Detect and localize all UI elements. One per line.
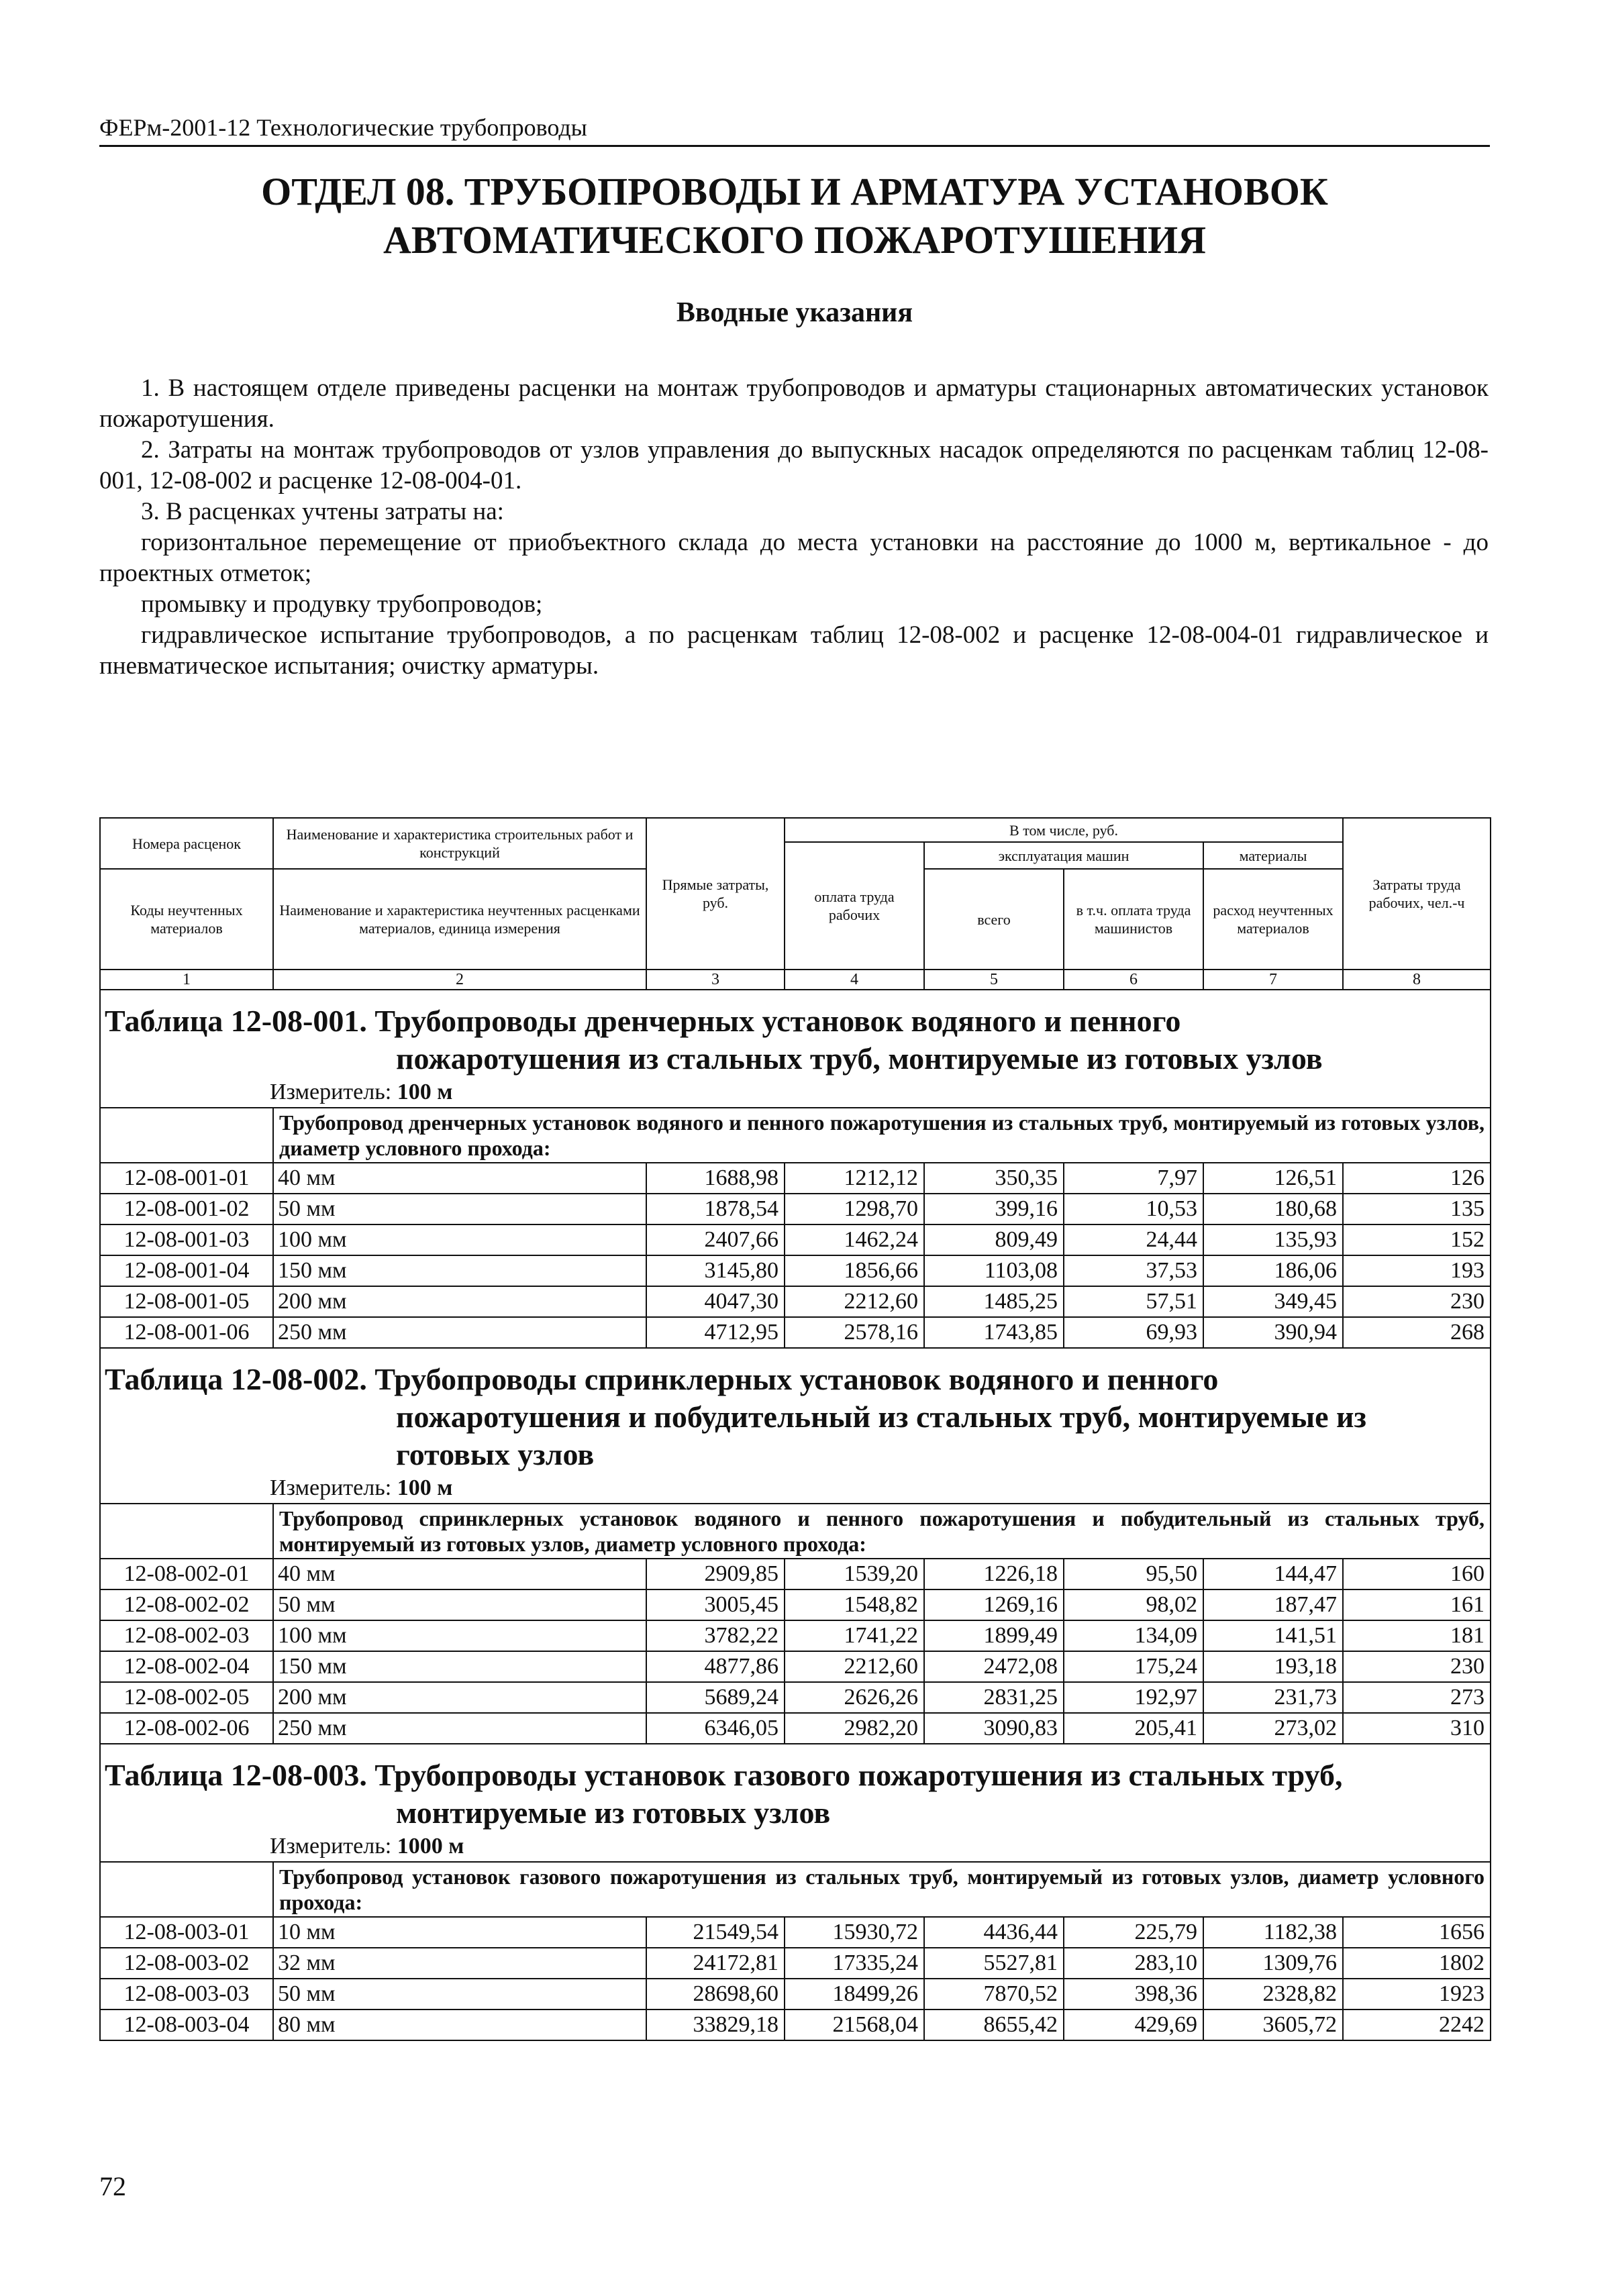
machinist-pay: 98,02 [1064,1589,1203,1620]
table-row [100,1224,1491,1255]
materials: 135,93 [1203,1224,1343,1255]
rate-code: 12-08-002-03 [100,1620,273,1651]
table-row [100,1682,1491,1713]
table-title-line-3: готовых узлов [396,1437,595,1471]
header-group-including: В том числе, руб. [785,818,1343,842]
rate-code: 12-08-003-04 [100,2010,273,2040]
header-col8: Затраты труда рабочих, чел.-ч [1343,818,1491,970]
machinist-pay: 95,50 [1064,1559,1203,1589]
machines-total: 4436,44 [924,1917,1064,1948]
table-row [100,1255,1491,1286]
materials: 187,47 [1203,1589,1343,1620]
labor-pay: 1298,70 [785,1194,924,1224]
machines-total: 1269,16 [924,1589,1064,1620]
rate-code: 12-08-001-01 [100,1163,273,1194]
direct-cost: 5689,24 [646,1682,785,1713]
table-row [100,1651,1491,1682]
rate-code: 12-08-001-05 [100,1286,273,1317]
labor-hours: 1656 [1343,1917,1491,1948]
machines-total: 399,16 [924,1194,1064,1224]
labor-pay: 2626,26 [785,1682,924,1713]
rate-code: 12-08-002-05 [100,1682,273,1713]
diameter: 50 мм [273,1194,646,1224]
machinist-pay: 283,10 [1064,1948,1203,1979]
intro-text [99,373,1489,682]
machinist-pay: 192,97 [1064,1682,1203,1713]
machines-total: 350,35 [924,1163,1064,1194]
group-description: Трубопровод дренчерных установок водяного и пенного пожаротушения из стальных труб, монтируемый из готовых узлов, диаметр условного прохода: [273,1108,1491,1163]
labor-pay: 1741,22 [785,1620,924,1651]
header-col2-bottom: Наименование и характеристика неучтенных расценками материалов, единица измерения [273,869,646,970]
header-col2-top: Наименование и характеристика строительных работ и конструкций [273,818,646,869]
rate-code: 12-08-002-02 [100,1589,273,1620]
machines-total: 8655,42 [924,2010,1064,2040]
machinist-pay: 24,44 [1064,1224,1203,1255]
rate-code: 12-08-002-04 [100,1651,273,1682]
page-number: 72 [99,2171,126,2201]
labor-hours: 181 [1343,1620,1491,1651]
machinist-pay: 225,79 [1064,1917,1203,1948]
labor-pay: 1548,82 [785,1589,924,1620]
machines-total: 1226,18 [924,1559,1064,1589]
machinist-pay: 57,51 [1064,1286,1203,1317]
direct-cost: 1688,98 [646,1163,785,1194]
diameter: 200 мм [273,1286,646,1317]
header-col4: оплата труда рабочих [785,842,924,970]
group-code-cell [100,1504,273,1559]
rate-code: 12-08-002-01 [100,1559,273,1589]
labor-hours: 268 [1343,1317,1491,1348]
diameter: 40 мм [273,1559,646,1589]
materials: 180,68 [1203,1194,1343,1224]
direct-cost: 2407,66 [646,1224,785,1255]
labor-pay: 1212,12 [785,1163,924,1194]
rate-code: 12-08-001-04 [100,1255,273,1286]
labor-pay: 2212,60 [785,1286,924,1317]
table-row [100,1163,1491,1194]
labor-hours: 1802 [1343,1948,1491,1979]
rate-code: 12-08-003-01 [100,1917,273,1948]
table-row [100,1559,1491,1589]
group-code-cell [100,1862,273,1917]
labor-hours: 2242 [1343,2010,1491,2040]
diameter: 250 мм [273,1317,646,1348]
header-col6: в т.ч. оплата труда машинистов [1064,869,1203,970]
materials: 273,02 [1203,1713,1343,1744]
direct-cost: 4047,30 [646,1286,785,1317]
machines-total: 7870,52 [924,1979,1064,2010]
machines-total: 1899,49 [924,1620,1064,1651]
direct-cost: 33829,18 [646,2010,785,2040]
rate-code: 12-08-001-02 [100,1194,273,1224]
diameter: 250 мм [273,1713,646,1744]
machines-total: 2472,08 [924,1651,1064,1682]
diameter: 80 мм [273,2010,646,2040]
header-col1-bottom: Коды неучтенных материалов [100,869,273,970]
labor-hours: 160 [1343,1559,1491,1589]
table-title [100,1348,1491,1473]
rate-code: 12-08-001-06 [100,1317,273,1348]
labor-pay: 17335,24 [785,1948,924,1979]
table-title-line-1: Таблица 12-08-002. Трубопроводы спринклерных установок водяного и пенного [105,1362,1219,1396]
materials: 144,47 [1203,1559,1343,1589]
machinist-pay: 429,69 [1064,2010,1203,2040]
machinist-pay: 134,09 [1064,1620,1203,1651]
table-title-line-1: Таблица 12-08-001. Трубопроводы дренчерных установок водяного и пенного [105,1004,1181,1038]
machines-total: 1485,25 [924,1286,1064,1317]
rate-code: 12-08-001-03 [100,1224,273,1255]
labor-hours: 310 [1343,1713,1491,1744]
table-row [100,2010,1491,2040]
table-row [100,1917,1491,1948]
table-row [100,1286,1491,1317]
machines-total: 2831,25 [924,1682,1064,1713]
labor-hours: 273 [1343,1682,1491,1713]
rate-code: 12-08-002-06 [100,1713,273,1744]
section-title [99,168,1490,264]
measure-value: 100 м [397,1080,453,1104]
diameter: 150 мм [273,1651,646,1682]
intro-paragraph-4: горизонтальное перемещение от приобъектного склада до места установки на расстояние до 1000 м, вертикальное - до проектных отметок; [99,529,1489,587]
labor-pay: 1856,66 [785,1255,924,1286]
intro-heading: Вводные указания [676,297,913,328]
labor-pay: 2982,20 [785,1713,924,1744]
direct-cost: 4712,95 [646,1317,785,1348]
group-description: Трубопровод спринклерных установок водяного и пенного пожаротушения и побудительный из стальных труб, монтируемый из готовых узлов, диаметр условного прохода: [273,1504,1491,1559]
intro-paragraph-1: 1. В настоящем отделе приведены расценки на монтаж трубопроводов и арматуры стационарных автоматических установок пожаротушения. [99,374,1489,433]
table-title-line-2: пожаротушения и побудительный из стальных труб, монтируемые из [396,1400,1367,1434]
header-col7: расход неучтенных материалов [1203,869,1343,970]
group-description: Трубопровод установок газового пожаротушения из стальных труб, монтируемый из готовых узлов, диаметр условного прохода: [273,1862,1491,1917]
table-measure [100,1832,1491,1862]
column-number: 4 [785,970,924,990]
header-group-machines: эксплуатация машин [924,842,1203,869]
table-row [100,1713,1491,1744]
labor-hours: 1923 [1343,1979,1491,2010]
column-number: 6 [1064,970,1203,990]
column-number: 1 [100,970,273,990]
column-number: 7 [1203,970,1343,990]
machinist-pay: 7,97 [1064,1163,1203,1194]
measure-label: Измеритель: [270,1834,392,1859]
measure-value: 1000 м [397,1834,464,1859]
labor-pay: 2578,16 [785,1317,924,1348]
direct-cost: 28698,60 [646,1979,785,2010]
labor-pay: 2212,60 [785,1651,924,1682]
intro-paragraph-6: гидравлическое испытание трубопроводов, а по расценкам таблиц 12-08-002 и расценке 12-08-004-01 гидравлическое и пневматическое испытания; очистку арматуры. [99,621,1489,680]
labor-pay: 18499,26 [785,1979,924,2010]
diameter: 100 мм [273,1224,646,1255]
diameter: 50 мм [273,1979,646,2010]
measure-label: Измеритель: [270,1080,392,1104]
labor-hours: 161 [1343,1589,1491,1620]
materials: 193,18 [1203,1651,1343,1682]
table-row [100,1589,1491,1620]
table-title-line-2: пожаротушения из стальных труб, монтируемые из готовых узлов [396,1041,1323,1076]
table-row [100,1317,1491,1348]
column-number: 5 [924,970,1064,990]
section-title-line-2: АВТОМАТИЧЕСКОГО ПОЖАРОТУШЕНИЯ [383,218,1207,262]
materials: 186,06 [1203,1255,1343,1286]
materials: 231,73 [1203,1682,1343,1713]
machines-total: 1743,85 [924,1317,1064,1348]
materials: 1309,76 [1203,1948,1343,1979]
header-col1-top: Номера расценок [100,818,273,869]
table-title [100,1744,1491,1832]
machinist-pay: 205,41 [1064,1713,1203,1744]
intro-paragraph-5: промывку и продувку трубопроводов; [141,590,543,618]
labor-hours: 230 [1343,1286,1491,1317]
labor-hours: 126 [1343,1163,1491,1194]
direct-cost: 1878,54 [646,1194,785,1224]
materials: 126,51 [1203,1163,1343,1194]
rate-code: 12-08-003-03 [100,1979,273,2010]
machines-total: 1103,08 [924,1255,1064,1286]
table-row [100,1979,1491,2010]
materials: 1182,38 [1203,1917,1343,1948]
column-number: 3 [646,970,785,990]
materials: 141,51 [1203,1620,1343,1651]
table-measure [100,1473,1491,1504]
direct-cost: 3145,80 [646,1255,785,1286]
machines-total: 809,49 [924,1224,1064,1255]
direct-cost: 3005,45 [646,1589,785,1620]
direct-cost: 3782,22 [646,1620,785,1651]
materials: 2328,82 [1203,1979,1343,2010]
section-title-line-1: ОТДЕЛ 08. ТРУБОПРОВОДЫ И АРМАТУРА УСТАНОВОК [261,170,1328,213]
machinist-pay: 37,53 [1064,1255,1203,1286]
table-title [100,990,1491,1078]
intro-paragraph-3: 3. В расценках учтены затраты на: [141,498,504,525]
diameter: 100 мм [273,1620,646,1651]
labor-pay: 15930,72 [785,1917,924,1948]
table-row [100,1948,1491,1979]
diameter: 50 мм [273,1589,646,1620]
direct-cost: 24172,81 [646,1948,785,1979]
group-code-cell [100,1108,273,1163]
direct-cost: 6346,05 [646,1713,785,1744]
machinist-pay: 10,53 [1064,1194,1203,1224]
header-col5: всего [924,869,1064,970]
table-row [100,1194,1491,1224]
labor-pay: 1462,24 [785,1224,924,1255]
diameter: 200 мм [273,1682,646,1713]
diameter: 10 мм [273,1917,646,1948]
measure-value: 100 м [397,1475,453,1500]
diameter: 32 мм [273,1948,646,1979]
machinist-pay: 175,24 [1064,1651,1203,1682]
materials: 349,45 [1203,1286,1343,1317]
labor-hours: 193 [1343,1255,1491,1286]
direct-cost: 4877,86 [646,1651,785,1682]
rate-code: 12-08-003-02 [100,1948,273,1979]
table-measure [100,1078,1491,1108]
column-number: 2 [273,970,646,990]
diameter: 40 мм [273,1163,646,1194]
table-title-line-1: Таблица 12-08-003. Трубопроводы установок газового пожаротушения из стальных труб, [105,1758,1343,1792]
measure-label: Измеритель: [270,1475,392,1500]
direct-cost: 2909,85 [646,1559,785,1589]
table-row [100,1620,1491,1651]
machines-total: 3090,83 [924,1713,1064,1744]
labor-hours: 230 [1343,1651,1491,1682]
diameter: 150 мм [273,1255,646,1286]
machinist-pay: 69,93 [1064,1317,1203,1348]
price-table [99,817,1491,2041]
labor-pay: 21568,04 [785,2010,924,2040]
direct-cost: 21549,54 [646,1917,785,1948]
machines-total: 5527,81 [924,1948,1064,1979]
materials: 390,94 [1203,1317,1343,1348]
header-col3: Прямые затраты, руб. [646,818,785,970]
header-group-materials: материалы [1203,842,1343,869]
machinist-pay: 398,36 [1064,1979,1203,2010]
labor-hours: 135 [1343,1194,1491,1224]
intro-paragraph-2: 2. Затраты на монтаж трубопроводов от узлов управления до выпускных насадок определяются по расценкам таблиц 12-08-001, 12-08-002 и расценке 12-08-004-01. [99,436,1489,494]
labor-hours: 152 [1343,1224,1491,1255]
materials: 3605,72 [1203,2010,1343,2040]
labor-pay: 1539,20 [785,1559,924,1589]
table-title-line-2: монтируемые из готовых узлов [396,1795,831,1830]
running-header: ФЕРм-2001-12 Технологические трубопроводы [99,113,1490,147]
column-number: 8 [1343,970,1491,990]
